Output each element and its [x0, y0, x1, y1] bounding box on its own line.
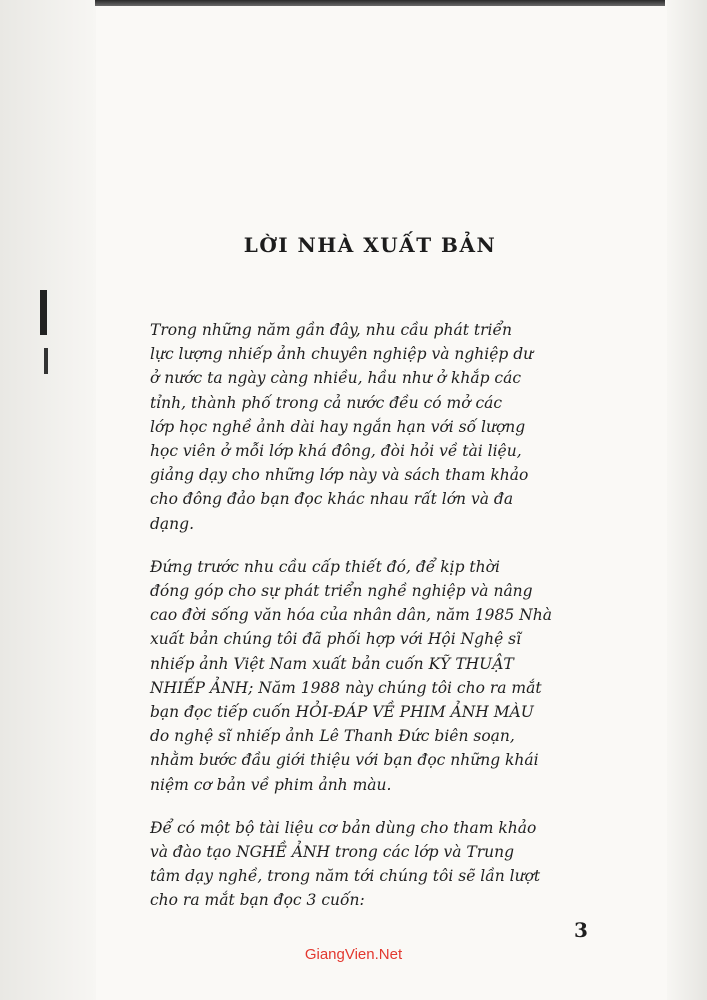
text-line: cho đông đảo bạn đọc khác nhau rất lớn và đa: [150, 490, 514, 509]
text-line: xuất bản chúng tôi đã phối hợp với Hội Nghệ sĩ: [150, 630, 522, 649]
page-top-edge: [95, 0, 665, 6]
binding-mark-small: [44, 348, 48, 374]
text-line: tỉnh, thành phố trong cả nước đều có mở các: [150, 393, 503, 412]
binding-mark: [40, 290, 47, 335]
text-line: Để có một bộ tài liệu cơ bản dùng cho tham khảo: [150, 818, 537, 837]
text-line: đóng góp cho sự phát triển nghề nghiệp và nâng: [150, 582, 533, 601]
page-gutter-shadow: [0, 0, 96, 1000]
text-line: nhiếp ảnh Việt Nam xuất bản cuốn KỸ THUẬT: [150, 654, 514, 673]
page-number: 3: [574, 918, 588, 942]
text-line: NHIẾP ẢNH; Năm 1988 này chúng tôi cho ra mắt: [150, 678, 542, 697]
text-line: dạng.: [150, 514, 194, 533]
text-line: nhằm bước đầu giới thiệu với bạn đọc những khái: [150, 751, 539, 770]
text-line: bạn đọc tiếp cuốn HỎI-ĐÁP VỀ PHIM ẢNH MÀU: [150, 703, 534, 722]
watermark: GiangVien.Net: [304, 946, 403, 963]
paragraph-1: [150, 318, 592, 536]
text-line: cao đời sống văn hóa của nhân dân, năm 1985 Nhà: [150, 606, 552, 625]
text-line: lớp học nghề ảnh dài hay ngắn hạn với số lượng: [150, 417, 526, 436]
text-line: cho ra mắt bạn đọc 3 cuốn:: [150, 891, 365, 910]
text-line: Đứng trước nhu cầu cấp thiết đó, để kịp thời: [150, 557, 500, 576]
page-edge-shadow: [667, 0, 707, 1000]
text-line: ở nước ta ngày càng nhiều, hầu như ở khắp các: [150, 369, 522, 388]
text-line: lực lượng nhiếp ảnh chuyên nghiệp và nghiệp dư: [150, 345, 534, 364]
page-title: LỜI NHÀ XUẤT BẢN: [243, 233, 497, 257]
text-line: Trong những năm gần đây, nhu cầu phát triển: [150, 321, 512, 339]
paragraph-2: [150, 555, 592, 797]
text-line: tâm dạy nghề, trong năm tới chúng tôi sẽ lần lượt: [150, 867, 541, 886]
text-line: học viên ở mỗi lớp khá đông, đòi hỏi về tài liệu,: [150, 442, 522, 461]
body-text: [150, 318, 592, 932]
text-line: do nghệ sĩ nhiếp ảnh Lê Thanh Đức biên soạn,: [150, 727, 515, 746]
text-line: giảng dạy cho những lớp này và sách tham khảo: [150, 466, 529, 485]
text-line: và đào tạo NGHỀ ẢNH trong các lớp và Trung: [150, 843, 515, 862]
text-line: niệm cơ bản về phim ảnh màu.: [150, 775, 392, 794]
paragraph-3: [150, 816, 592, 913]
